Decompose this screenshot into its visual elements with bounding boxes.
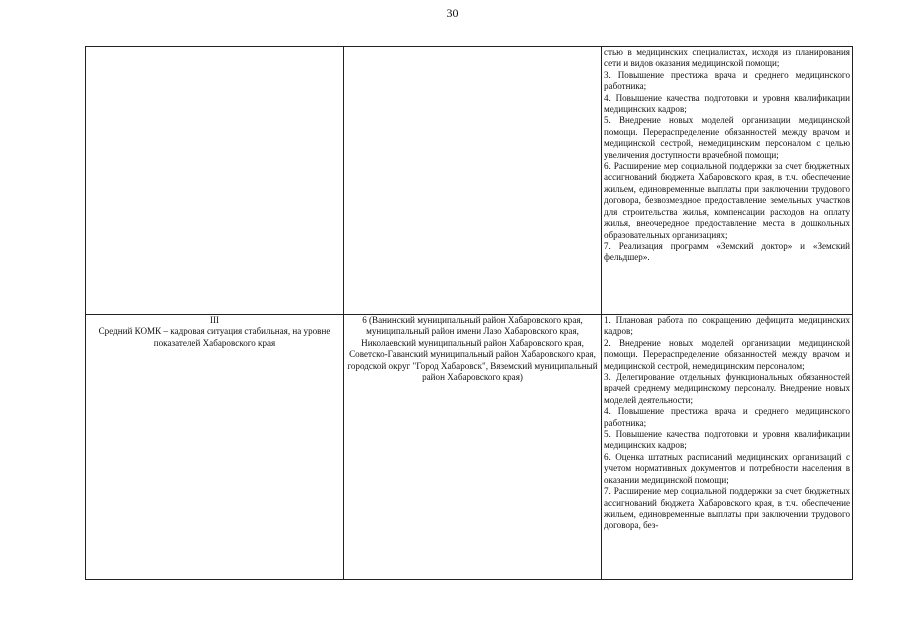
measure-item: 1. Плановая работа по сокращению дефицита медицинских кадров; (604, 315, 850, 337)
measure-item: 7. Расширение мер социальной поддержки за счет бюджетных ассигнований бюджета Хабаровского края, в т.ч. обеспечение жильем, единовременные выплаты при заключении трудового договора, без- (604, 486, 850, 531)
measure-item: 3. Делегирование отдельных функциональных обязанностей врачей среднему медицинскому персоналу. Внедрение новых моделей деятельности; (604, 372, 850, 405)
measures-cell (602, 47, 853, 315)
table-row (86, 315, 853, 580)
page-number: 30 (446, 6, 459, 20)
measure-item: 5. Повышение качества подготовки и уровня квалификации медицинских кадров; (604, 429, 850, 451)
level-description: Средний КОМК – кадровая ситуация стабильная, на уровне показателей Хабаровского края (98, 326, 331, 348)
level-number: III (209, 315, 220, 325)
measure-item: 2. Внедрение новых моделей организации медицинской помощи. Перераспределение обязанностей между врачом и медицинской сестрой, немедицинским персоналом; (604, 337, 850, 371)
measure-item: 4. Повышение престижа врача и среднего медицинского работника; (604, 406, 850, 428)
table-row (86, 47, 853, 315)
measure-item: 4. Повышение качества подготовки и уровня квалификации медицинских кадров; (604, 92, 850, 115)
measure-item: 6. Оценка штатных расписаний медицинских организаций с учетом нормативных документов и потребности населения в оказании медицинской помощи; (604, 451, 850, 485)
measure-item: 6. Расширение мер социальной поддержки за счет бюджетных ассигнований бюджета Хабаровского края, в т.ч. обеспечение жильем, единовременные выплаты при заключении трудового договора, безвозмездное предоставление земельных участков для строительства жилья, компенсации расходов на оплату жилья, внеочередное предоставление места в дошкольных образовательных организациях; (604, 161, 850, 240)
level-cell (86, 47, 344, 315)
districts-cell: 6 (Ванинский муниципальный район Хабаровского края, муниципальный район имени Лазо Хабаровского края, Николаевский муниципальный район Хабаровского края, Советско-Гаванский муниципальный район Хабаровского края, городской округ "Город Хабаровск", Вяземский муниципальный район Хабаровского края) (344, 315, 602, 580)
districts-cell (344, 47, 602, 315)
measure-item: 3. Повышение престижа врача и среднего медицинского работника; (604, 69, 850, 92)
measures-cell (602, 315, 853, 580)
level-cell (86, 315, 344, 580)
measure-item: стью в медицинских специалистах, исходя из планирования сети и видов оказания медицинской помощи; (604, 47, 850, 69)
measure-item: 5. Внедрение новых моделей организации медицинской помощи. Перераспределение обязанностей между врачом и медицинской сестрой, немедицинским персоналом с целью увеличения доступности врачебной помощи; (604, 115, 850, 160)
measure-item: 7. Реализация программ «Земский доктор» и «Земский фельдшер». (604, 240, 850, 263)
measures-table (85, 46, 853, 580)
